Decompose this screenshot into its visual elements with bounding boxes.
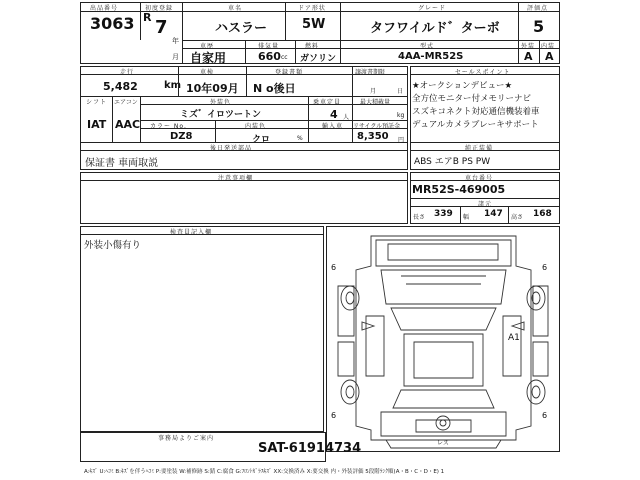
max-load-label: 最大積載量 xyxy=(360,99,391,106)
color-no: DZ8 xyxy=(170,131,193,142)
height-label: 高さ xyxy=(511,214,524,221)
exterior-label: 外装 xyxy=(521,43,536,50)
grade: タフワイルド゛ターボ xyxy=(370,21,500,36)
lot-no-label: 出品番号 xyxy=(90,5,119,12)
tire-mark-front-right: 6 xyxy=(542,263,548,272)
reg-doc: N o後日 xyxy=(253,82,296,95)
length-label: 長さ xyxy=(413,214,426,221)
model-label: 型式 xyxy=(420,43,435,50)
spare-tire-label: レス xyxy=(437,440,449,447)
year-unit: 年 xyxy=(172,37,179,45)
chassis-no: MR52S-469005 xyxy=(412,183,506,196)
int-color-label: 内装色 xyxy=(245,123,267,130)
displacement: 660 xyxy=(258,50,281,63)
grade-label: グレード xyxy=(418,5,447,12)
inspector-frame xyxy=(80,226,324,432)
tire-mark-rear-right: 6 xyxy=(542,411,548,420)
recycle: 8,350 xyxy=(357,131,389,142)
car-damage-diagram xyxy=(326,226,560,452)
displacement-unit: cc xyxy=(281,54,288,61)
ac: AAC xyxy=(115,118,141,131)
width: 147 xyxy=(484,209,503,219)
color-no-label: カラー No. xyxy=(150,123,187,130)
doors-label: ドア形状 xyxy=(298,5,326,12)
selling-point-4: デュアルカメラブレーキサポート xyxy=(412,120,539,130)
capacity: 4 xyxy=(330,108,338,121)
damage-mark: A1 xyxy=(508,333,520,343)
equipment-label: 純正装備 xyxy=(465,145,494,152)
mileage-label: 走行 xyxy=(120,69,135,76)
mileage-unit: km xyxy=(164,80,182,91)
fuel-label: 燃料 xyxy=(305,43,320,50)
selling-points-label: セールスポイント xyxy=(455,69,511,76)
shift-label: シフト xyxy=(86,99,108,106)
tire-mark-rear-left: 6 xyxy=(331,411,337,420)
legend: A:ｷｽﾞ U:ﾍｺﾐ B:ｷｽﾞを伴うﾍｺﾐ P:要塗装 W:補修跡 S:錆 C:腐食 G:ﾌﾛﾝﾄｶﾞﾗｽｷｽﾞ XX:交換済み X:要交換 内・外装評価 5段階ﾗﾝｸ順(A・B・C・D・E) 1 xyxy=(84,469,445,475)
recycle-label: リサイクル預託金 xyxy=(353,123,401,130)
score: 5 xyxy=(533,17,545,36)
inspector-label: 検査員記入欄 xyxy=(170,229,213,236)
score-label: 評価点 xyxy=(527,5,549,12)
first-reg-label: 初度登録 xyxy=(145,5,174,12)
ac-label: エアコン xyxy=(114,99,138,106)
recycle-unit: 円 xyxy=(398,137,405,144)
fuel: ガソリン xyxy=(300,54,337,64)
import-label: 輸入車 xyxy=(322,123,344,130)
use-label: 車歴 xyxy=(200,43,215,50)
office-label: 事務局よりご案内 xyxy=(158,435,215,442)
inspector-note: 外装小傷有り xyxy=(84,240,142,251)
capacity-label: 乗車定員 xyxy=(313,99,342,106)
later-parts-label: 後日発送部品 xyxy=(210,145,253,152)
car-name: ハスラー xyxy=(215,21,268,36)
notes-label: 注意事項欄 xyxy=(218,175,254,182)
selling-point-3: スズキコネクト対応通信機装着車 xyxy=(412,107,540,117)
ext-color-label: 外装色 xyxy=(210,99,232,106)
int-color: クロ xyxy=(252,135,271,145)
era: R xyxy=(143,11,152,24)
width-label: 幅 xyxy=(463,214,470,221)
month-unit: 月 xyxy=(172,53,179,61)
lot-no: 3063 xyxy=(90,14,135,33)
model: 4AA-MR52S xyxy=(398,51,464,62)
capacity-unit: 人 xyxy=(343,114,350,121)
mileage: 5,482 xyxy=(103,80,138,93)
ext-color: ミズ゛イロツートン xyxy=(180,110,262,120)
car-name-label: 車名 xyxy=(228,5,243,12)
selling-point-1: ★オークションデビュー★ xyxy=(412,81,513,91)
first-reg-year: 7 xyxy=(155,17,168,38)
dims-label: 諸元 xyxy=(478,201,493,208)
equipment: ABS エアB PS PW xyxy=(414,157,491,167)
displacement-label: 排気量 xyxy=(258,43,280,50)
exterior-grade: A xyxy=(524,50,533,63)
transfer-label: 譲渡書期限 xyxy=(355,69,386,76)
chassis-label: 車台番号 xyxy=(465,175,494,182)
interior-label: 内装 xyxy=(541,43,556,50)
doors: 5W xyxy=(302,17,326,32)
inspection: 10年09月 xyxy=(186,82,239,95)
tire-mark-front-left: 6 xyxy=(331,263,337,272)
length: 339 xyxy=(434,209,453,219)
selling-point-2: 全方位モニター付メモリーナビ xyxy=(412,94,532,104)
inspection-label: 車検 xyxy=(200,69,215,76)
shift: IAT xyxy=(87,118,107,131)
height: 168 xyxy=(533,209,552,219)
later-parts: 保証書 車両取説 xyxy=(85,158,159,169)
max-load-unit: kg xyxy=(397,112,405,119)
transfer-day: 日 xyxy=(397,88,404,95)
percent-sign: % xyxy=(297,135,303,142)
reg-doc-label: 登録書類 xyxy=(275,69,304,76)
interior-grade: A xyxy=(545,50,554,63)
transfer-month: 月 xyxy=(370,88,377,95)
use: 自家用 xyxy=(190,51,227,65)
sat-code: SAT-61914734 xyxy=(258,441,362,456)
